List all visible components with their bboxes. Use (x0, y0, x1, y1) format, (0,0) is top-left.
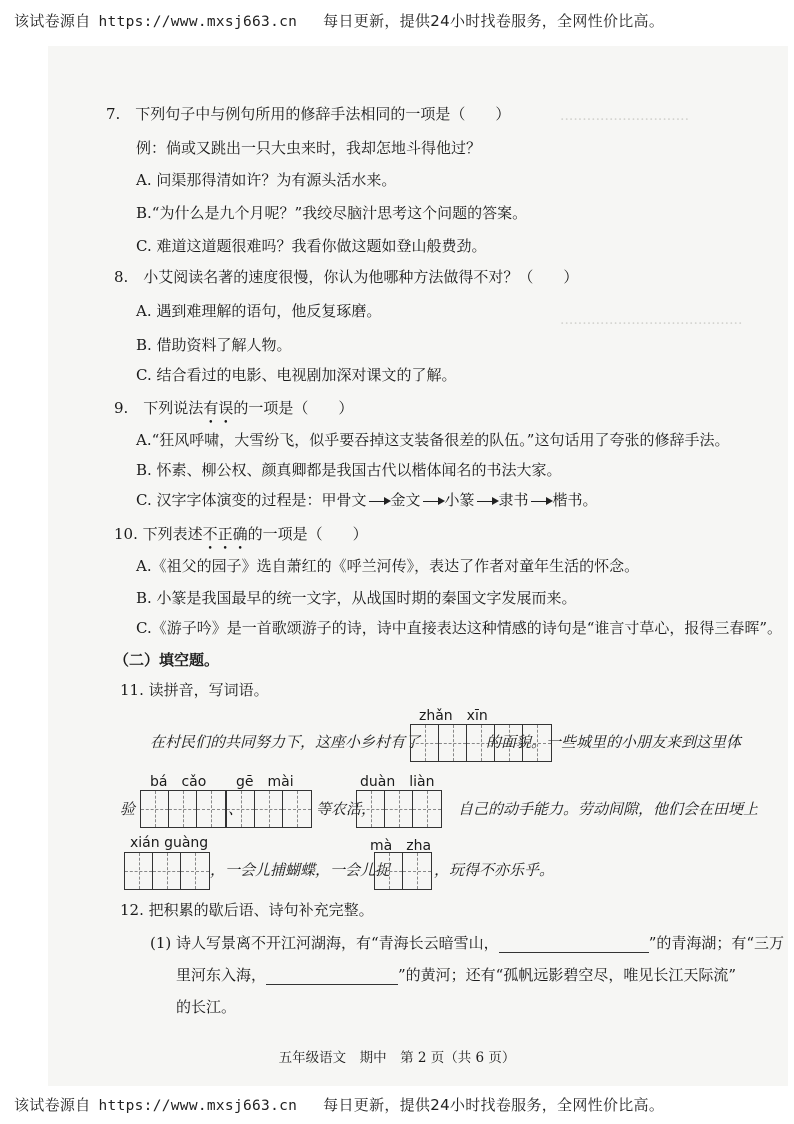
answer-grid-gemai[interactable] (226, 790, 312, 828)
banner-url-link[interactable]: https://www.mxsj663.cn (98, 1098, 298, 1114)
q10-stem: 10. 下列表述不正确的一项是（ ） (114, 525, 368, 543)
q12-line-2: 里河东入海， ”的黄河；还有“孤帆远影碧空尽，唯见长江天际流” (176, 966, 737, 984)
q7-option-a: A. 问渠那得清如许？为有源头活水来。 (136, 171, 397, 189)
q8-option-a: A. 遇到难理解的语句，他反复琢磨。 (136, 302, 382, 320)
section-heading: （二）填空题。 (114, 651, 220, 669)
emphasis-mark: 有 (203, 399, 219, 417)
answer-grid-xianguang[interactable] (124, 852, 210, 890)
q10-option-b: B. 小篆是我国最早的统一文字，从战国时期的秦国文字发展而来。 (136, 589, 577, 607)
bleed-through: ····························· (560, 112, 690, 128)
top-source-banner (14, 10, 664, 32)
emphasis-mark: 正 (217, 525, 233, 543)
arrow-icon (477, 501, 497, 502)
emphasis-mark: 确 (232, 525, 248, 543)
arrow-icon (423, 501, 443, 502)
pinyin-bacao: bá cǎo (150, 774, 207, 790)
script-stage: 金文 (390, 491, 421, 509)
q9-option-c: C. 汉字字体演变的过程是：甲骨文 金文 小篆 隶书 楷书。 (136, 491, 598, 509)
q9-stem: 9. 下列说法有误的一项是（ ） (114, 399, 354, 417)
q8-stem: 8. 小艾阅读名著的速度很慢，你认为他哪种方法做得不对？（ ） (114, 268, 579, 286)
banner-site-label: 该试卷源自 (14, 1096, 91, 1114)
page-footer: 五年级语文 期中 第 2 页（共 6 页） (278, 1050, 516, 1066)
banner-slogan: 每日更新，提供24小时找卷服务，全网性价比高。 (323, 12, 665, 30)
q11-punct: 、 (228, 800, 244, 818)
arrow-icon (369, 501, 389, 502)
bleed-through: ········································· (560, 316, 743, 332)
answer-grid-bacao[interactable] (140, 790, 226, 828)
banner-slogan: 每日更新，提供24小时找卷服务，全网性价比高。 (323, 1096, 665, 1114)
q7-example: 例：倘或又跳出一只大虫来时，我却怎地斗得他过？ (136, 139, 482, 157)
q11-sentence-2a: 等农活， (316, 800, 377, 818)
fill-blank-1[interactable] (499, 936, 649, 953)
script-stage: 甲骨文 (321, 491, 367, 509)
pinyin-duanlian: duàn liàn (360, 774, 435, 790)
q7-option-b: B.“为什么是九个月呢？”我绞尽脑汁思考这个问题的答案。 (136, 204, 528, 222)
banner-url-link[interactable]: https://www.mxsj663.cn (98, 14, 298, 30)
banner-site-label: 该试卷源自 (14, 12, 91, 30)
q9-option-b: B. 怀素、柳公权、颜真卿都是我国古代以楷体闻名的书法大家。 (136, 461, 562, 479)
q11-sentence-3b: ，玩得不亦乐乎。 (434, 861, 555, 879)
script-stage: 楷书。 (552, 491, 598, 509)
arrow-icon (531, 501, 551, 502)
q11-word: 验 (120, 800, 136, 818)
q10-option-a: A.《祖父的园子》选自萧红的《呼兰河传》，表达了作者对童年生活的怀念。 (136, 557, 640, 575)
q11-stem: 11. 读拼音，写词语。 (120, 681, 269, 699)
q11-sentence-3a: ，一会儿捕蝴蝶，一会儿捉 (210, 861, 391, 879)
q9-option-a: A.“狂风呼啸，大雪纷飞，似乎要吞掉这支装备很差的队伍。”这句话用了夸张的修辞手法。 (136, 431, 730, 449)
bottom-source-banner (14, 1094, 664, 1116)
answer-grid-duanlian[interactable] (356, 790, 442, 828)
q11-sentence-2b: 自己的动手能力。劳动间隙，他们会在田埂上 (458, 800, 759, 818)
pinyin-zhanxin: zhǎn xīn (419, 708, 488, 724)
pinyin-gemai: gē mài (236, 774, 294, 790)
script-stage: 隶书 (498, 491, 529, 509)
q7-stem: 7. 下列句子中与例句所用的修辞手法相同的一项是（ ） (106, 105, 511, 123)
q11-sentence-1: 在村民们的共同努力下，这座小乡村有了 (150, 733, 421, 751)
q7-option-c: C. 难道这道题很难吗？我看你做这题如登山般费劲。 (136, 237, 487, 255)
answer-grid-mazha[interactable] (374, 852, 432, 890)
emphasis-mark: 不 (202, 525, 218, 543)
q10-option-c: C.《游子吟》是一首歌颂游子的诗，诗中直接表达这种情感的诗句是“谁言寸草心，报得三春晖”。 (136, 619, 783, 637)
pinyin-mazha: mà zha (370, 838, 432, 854)
q8-option-b: B. 借助资料了解人物。 (136, 336, 292, 354)
fill-blank-2[interactable] (266, 968, 398, 985)
q12-line-3: 的长江。 (176, 998, 237, 1016)
emphasis-mark: 误 (218, 399, 234, 417)
script-stage: 小篆 (444, 491, 475, 509)
q8-option-c: C. 结合看过的电影、电视剧加深对课文的了解。 (136, 366, 457, 384)
pinyin-xianguang: xián guàng (130, 835, 209, 851)
q11-sentence-1b: 的面貌。一些城里的小朋友来到这里体 (486, 733, 742, 751)
q12-line-1: (1) 诗人写景离不开江河湖海，有“青海长云暗雪山， ”的青海湖；有“三万 (150, 934, 785, 952)
q12-stem: 12. 把积累的歇后语、诗句补充完整。 (120, 901, 374, 919)
